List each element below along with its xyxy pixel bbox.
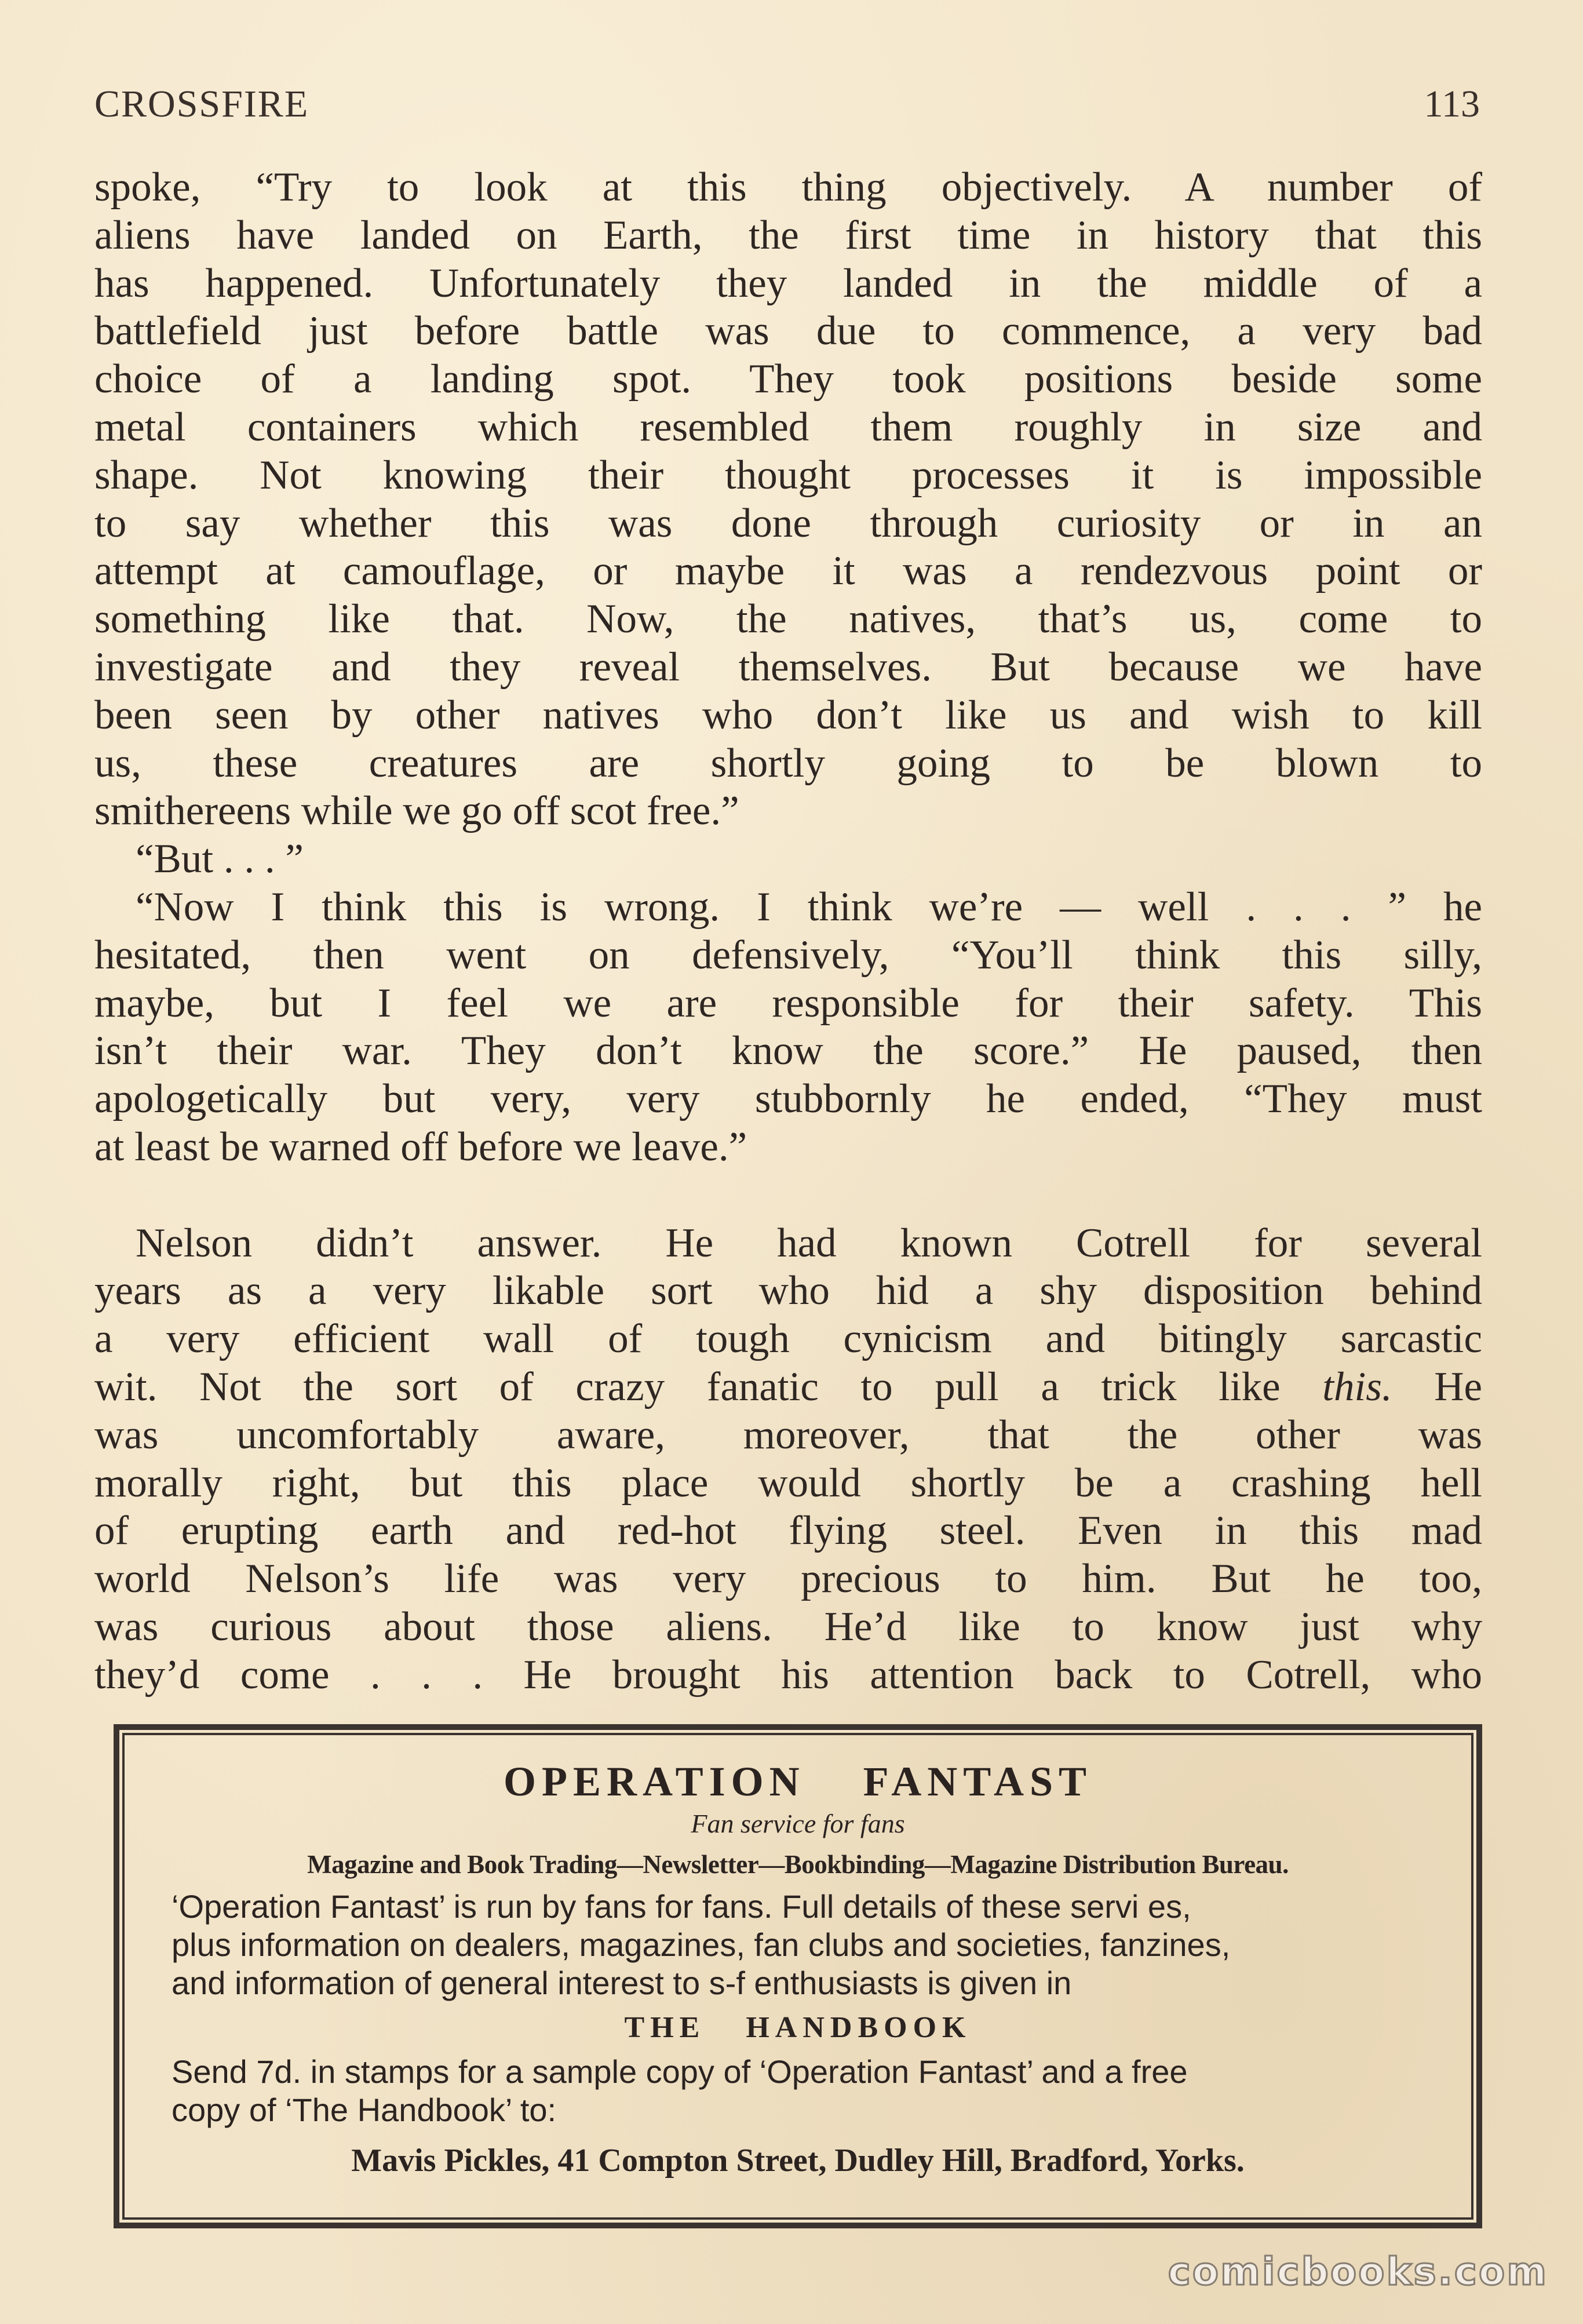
- page-number: 113: [1424, 83, 1480, 125]
- text-line: aliens have landed on Earth, the first time in history that this: [94, 212, 1482, 258]
- text-line: of erupting earth and red-hot flying steel. Even in this mad: [94, 1508, 1482, 1554]
- ad-handbook-heading: [172, 2010, 1424, 2045]
- text-line: apologetically but very, very stubbornly he ended, “They must: [94, 1076, 1482, 1122]
- text-line: investigate and they reveal themselves. But because we have: [94, 644, 1482, 690]
- text-line: metal containers which resembled them roughly in size and: [94, 404, 1482, 450]
- text-line: choice of a landing spot. They took positions beside some: [94, 356, 1482, 402]
- text-line: spoke, “Try to look at this thing objectively. A number of: [94, 165, 1482, 210]
- text-line-with-italic: [94, 1363, 1482, 1411]
- text-line: maybe, but I feel we are responsible for their safety. This: [94, 980, 1482, 1026]
- text-line: been seen by other natives who don’t like us and wish to kill: [94, 692, 1482, 738]
- ad-tagline: Fan service for fans: [691, 1809, 905, 1838]
- text-line: us, these creatures are shortly going to be blown to: [94, 740, 1482, 786]
- paragraph-gap: [94, 1171, 1482, 1219]
- ad-paragraph-line: Send 7d. in stamps for a sample copy of ‘Operation Fantast’ and a free: [172, 2053, 1188, 2090]
- text-line: morally right, but this place would shortly be a crashing hell: [94, 1460, 1482, 1506]
- ad-paragraph: [172, 1888, 1424, 2002]
- text-line: a very efficient wall of tough cynicism and bitingly sarcastic: [94, 1316, 1482, 1362]
- text-line: hesitated, then went on defensively, “You’ll think this silly,: [94, 932, 1482, 978]
- ad-paragraph-line: and information of general interest to s-f enthusiasts is given in: [172, 1965, 1072, 2001]
- text-line: world Nelson’s life was very precious to him. But he too,: [94, 1556, 1482, 1602]
- text-line: to say whether this was done through curiosity or in an: [94, 500, 1482, 546]
- text-line: at least be warned off before we leave.”: [94, 1124, 747, 1170]
- text-line: “Now I think this is wrong. I think we’re — well . . . ” he: [136, 884, 1482, 930]
- text-line: has happened. Unfortunately they landed in the middle of a: [94, 260, 1482, 306]
- ad-title-word: FANTAST: [863, 1758, 1093, 1805]
- ad-paragraph-line: ‘Operation Fantast’ is run by fans for fans. Full details of these servi es,: [172, 1888, 1191, 1925]
- ad-handbook-word: HANDBOOK: [746, 2011, 972, 2044]
- running-head: CROSSFIRE: [94, 83, 309, 125]
- text-fragment: He: [1392, 1364, 1482, 1409]
- watermark: comicbooks.com: [1168, 2249, 1548, 2294]
- text-line: shape. Not knowing their thought processes it is impossible: [94, 452, 1482, 498]
- italic-word: this.: [1322, 1364, 1392, 1409]
- text-line: “But . . . ”: [136, 836, 304, 882]
- advertisement-box: [114, 1724, 1482, 2228]
- text-line: attempt at camouflage, or maybe it was a rendezvous point or: [94, 548, 1482, 594]
- text-line: was curious about those aliens. He’d like to know just why: [94, 1604, 1482, 1649]
- text-fragment: wit. Not the sort of crazy fanatic to pull a trick like: [94, 1364, 1323, 1409]
- text-line: something like that. Now, the natives, that’s us, come to: [94, 596, 1482, 642]
- ad-paragraph-line: copy of ‘The Handbook’ to:: [172, 2092, 557, 2128]
- advertisement-content: [119, 1730, 1476, 2223]
- text-line: they’d come . . . He brought his attention back to Cotrell, who: [94, 1652, 1482, 1698]
- ad-services-line: Magazine and Book Trading—Newsletter—Bookbinding—Magazine Distribution Bureau.: [307, 1850, 1289, 1879]
- ad-address: Mavis Pickles, 41 Compton Street, Dudley Hill, Bradford, Yorks.: [351, 2143, 1245, 2179]
- text-line: Nelson didn’t answer. He had known Cotrell for several: [136, 1220, 1482, 1266]
- text-line: battlefield just before battle was due to commence, a very bad: [94, 308, 1482, 354]
- story-text: [94, 163, 1482, 1699]
- text-line: isn’t their war. They don’t know the score.” He paused, then: [94, 1028, 1482, 1074]
- ad-paragraph-line: plus information on dealers, magazines, fan clubs and societies, fanzines,: [172, 1926, 1231, 1963]
- ad-paragraph: [172, 2053, 1424, 2129]
- text-line: smithereens while we go off scot free.”: [94, 788, 739, 834]
- ad-title-word: OPERATION: [503, 1758, 805, 1805]
- ad-title: [172, 1758, 1424, 1806]
- text-line: years as a very likable sort who hid a shy disposition behind: [94, 1268, 1482, 1314]
- ad-handbook-word: THE: [624, 2011, 706, 2044]
- text-line: was uncomfortably aware, moreover, that the other was: [94, 1412, 1482, 1458]
